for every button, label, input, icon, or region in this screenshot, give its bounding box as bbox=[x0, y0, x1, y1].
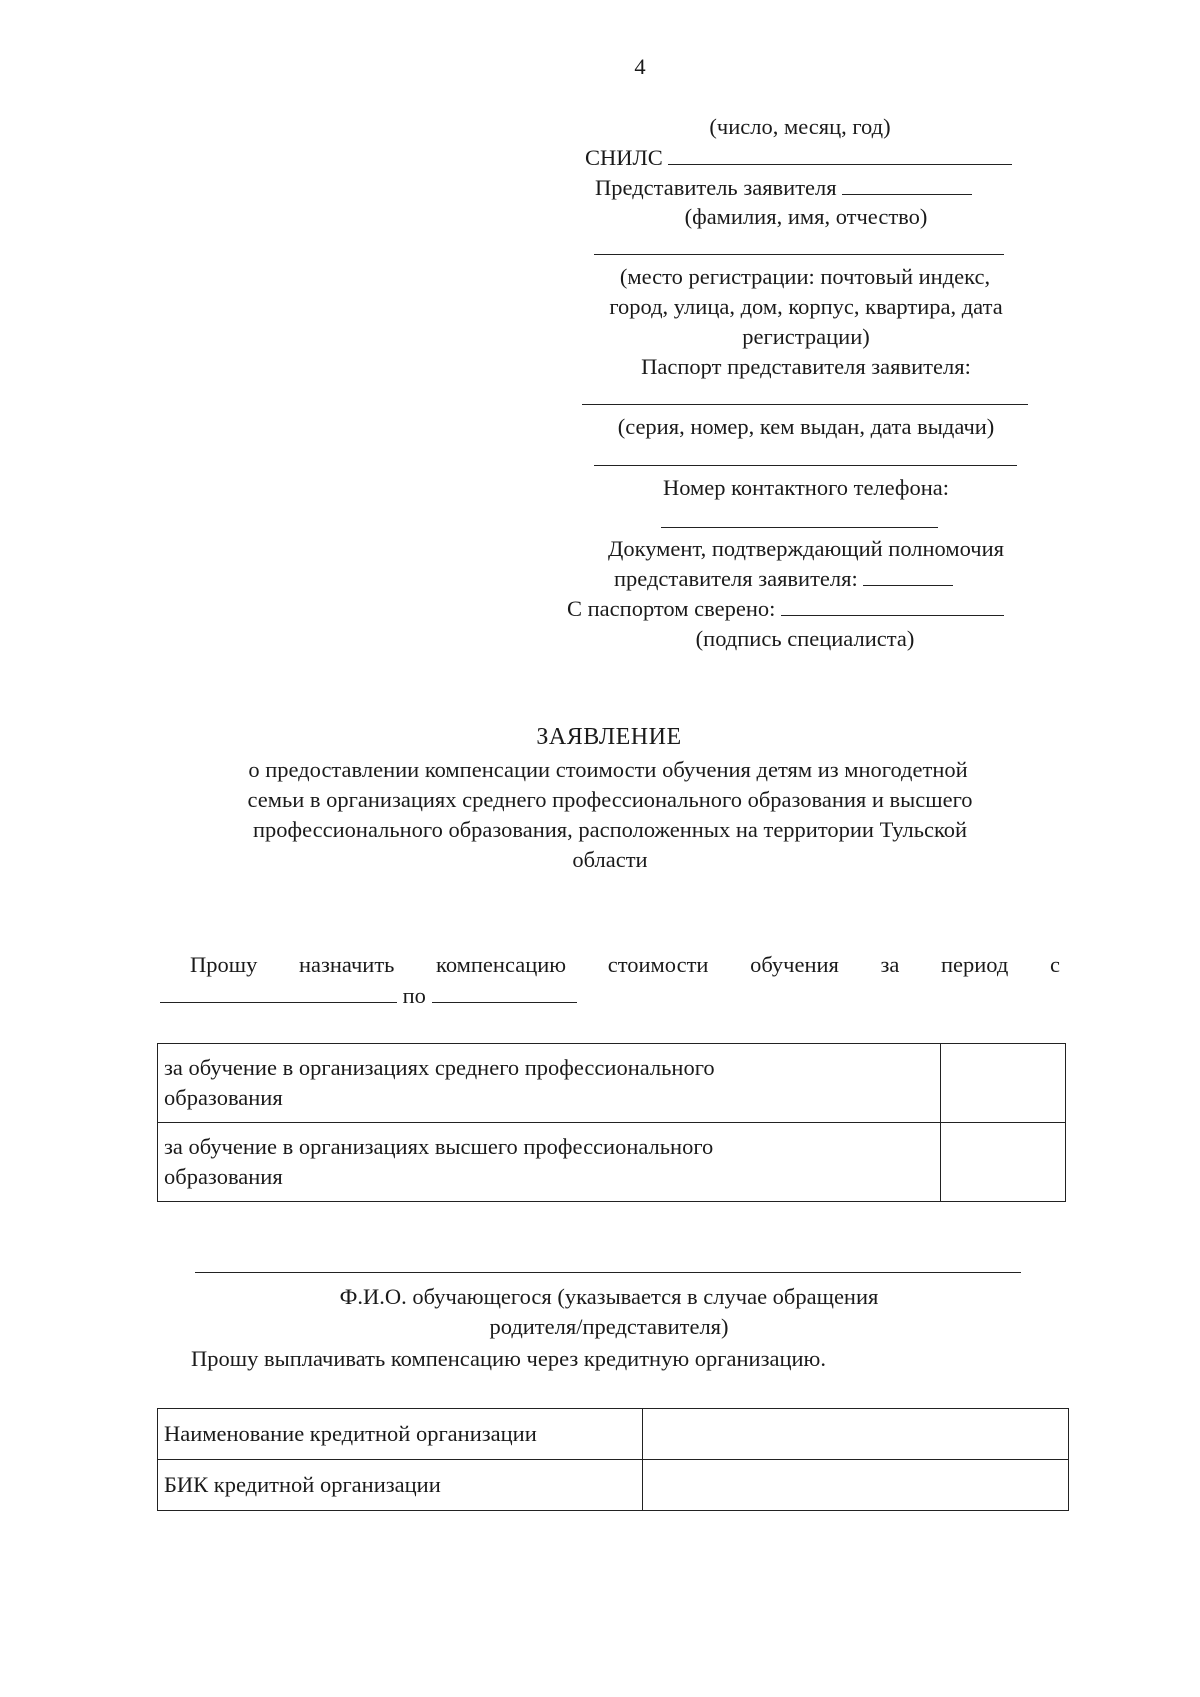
request-word: обучения bbox=[750, 952, 839, 977]
table-row bbox=[158, 1409, 1069, 1460]
snils-field bbox=[585, 143, 1012, 172]
registration-hint-line-3: регистрации) bbox=[742, 324, 870, 349]
specialist-signature-hint: (подпись специалиста) bbox=[695, 626, 915, 651]
period-start-input-line[interactable] bbox=[160, 983, 397, 1003]
education-type-cell: за обучение в организациях среднего профессионального образования bbox=[158, 1044, 941, 1123]
student-fio-hint-line-2: родителя/представителя) bbox=[489, 1314, 729, 1339]
phone-input-line[interactable] bbox=[661, 527, 938, 528]
authority-doc-field bbox=[614, 564, 953, 593]
request-word: с bbox=[1049, 952, 1060, 977]
registration-hint-line-2: город, улица, дом, корпус, квартира, дата bbox=[609, 294, 1003, 319]
education-type-checkbox-cell[interactable] bbox=[941, 1123, 1066, 1202]
bank-bik-label-cell: БИК кредитной организации bbox=[158, 1460, 643, 1511]
passport-extra-line[interactable] bbox=[594, 465, 1017, 466]
period-range-field bbox=[160, 981, 577, 1010]
education-type-cell: за обучение в организациях высшего профессионального образования bbox=[158, 1123, 941, 1202]
request-word: Прошу bbox=[190, 952, 258, 977]
passport-label: Паспорт представителя заявителя: bbox=[641, 354, 971, 379]
bank-bik-value-cell[interactable] bbox=[643, 1460, 1069, 1511]
period-end-input-line[interactable] bbox=[432, 983, 577, 1003]
statement-subtitle-line-3: профессионального образования, расположенных на территории Тульской bbox=[252, 817, 968, 842]
snils-label: СНИЛС bbox=[585, 145, 663, 170]
statement-title: ЗАЯВЛЕНИЕ bbox=[536, 724, 682, 750]
page-number: 4 bbox=[634, 54, 646, 79]
phone-label: Номер контактного телефона: bbox=[662, 475, 950, 500]
period-to-label: по bbox=[402, 983, 426, 1008]
request-word: компенсацию bbox=[436, 952, 567, 977]
table-row bbox=[158, 1460, 1069, 1511]
request-period-line bbox=[190, 950, 1060, 979]
registration-hint-line-1: (место регистрации: почтовый индекс, bbox=[619, 264, 991, 289]
authority-doc-line-1: Документ, подтверждающий полномочия bbox=[608, 536, 1004, 561]
bank-name-label-cell: Наименование кредитной организации bbox=[158, 1409, 643, 1460]
statement-subtitle-line-2: семьи в организациях среднего профессионального образования и высшего bbox=[247, 787, 973, 812]
request-word: назначить bbox=[298, 952, 395, 977]
passport-check-label: С паспортом сверено: bbox=[567, 596, 776, 621]
table-row bbox=[158, 1044, 1066, 1123]
passport-check-field bbox=[567, 594, 1004, 623]
request-word: период bbox=[940, 952, 1009, 977]
authority-doc-input-line[interactable] bbox=[863, 566, 953, 586]
passport-input-line[interactable] bbox=[582, 404, 1028, 405]
passport-check-input-line[interactable] bbox=[781, 596, 1004, 616]
table-row bbox=[158, 1123, 1066, 1202]
passport-hint: (серия, номер, кем выдан, дата выдачи) bbox=[617, 414, 995, 439]
date-hint: (число, месяц, год) bbox=[709, 114, 891, 139]
education-type-checkbox-cell[interactable] bbox=[941, 1044, 1066, 1123]
education-type-table bbox=[157, 1043, 1066, 1202]
registration-input-line[interactable] bbox=[594, 254, 1004, 255]
snils-input-line[interactable] bbox=[668, 145, 1012, 165]
authority-doc-label: представителя заявителя: bbox=[614, 566, 858, 591]
student-fio-hint-line-1: Ф.И.О. обучающегося (указывается в случае обращения bbox=[339, 1284, 879, 1309]
student-fio-input-line[interactable] bbox=[195, 1272, 1021, 1273]
representative-field bbox=[595, 173, 972, 202]
statement-subtitle-line-4: области bbox=[572, 847, 648, 872]
statement-subtitle-line-1: о предоставлении компенсации стоимости обучения детям из многодетной bbox=[248, 757, 968, 782]
representative-input-line[interactable] bbox=[842, 175, 972, 195]
request-word: стоимости bbox=[607, 952, 709, 977]
request-word: за bbox=[880, 952, 900, 977]
payment-request-text: Прошу выплачивать компенсацию через кредитную организацию. bbox=[191, 1346, 826, 1371]
bank-details-table bbox=[157, 1408, 1069, 1511]
fio-hint: (фамилия, имя, отчество) bbox=[684, 204, 928, 229]
representative-label: Представитель заявителя bbox=[595, 175, 837, 200]
bank-name-value-cell[interactable] bbox=[643, 1409, 1069, 1460]
